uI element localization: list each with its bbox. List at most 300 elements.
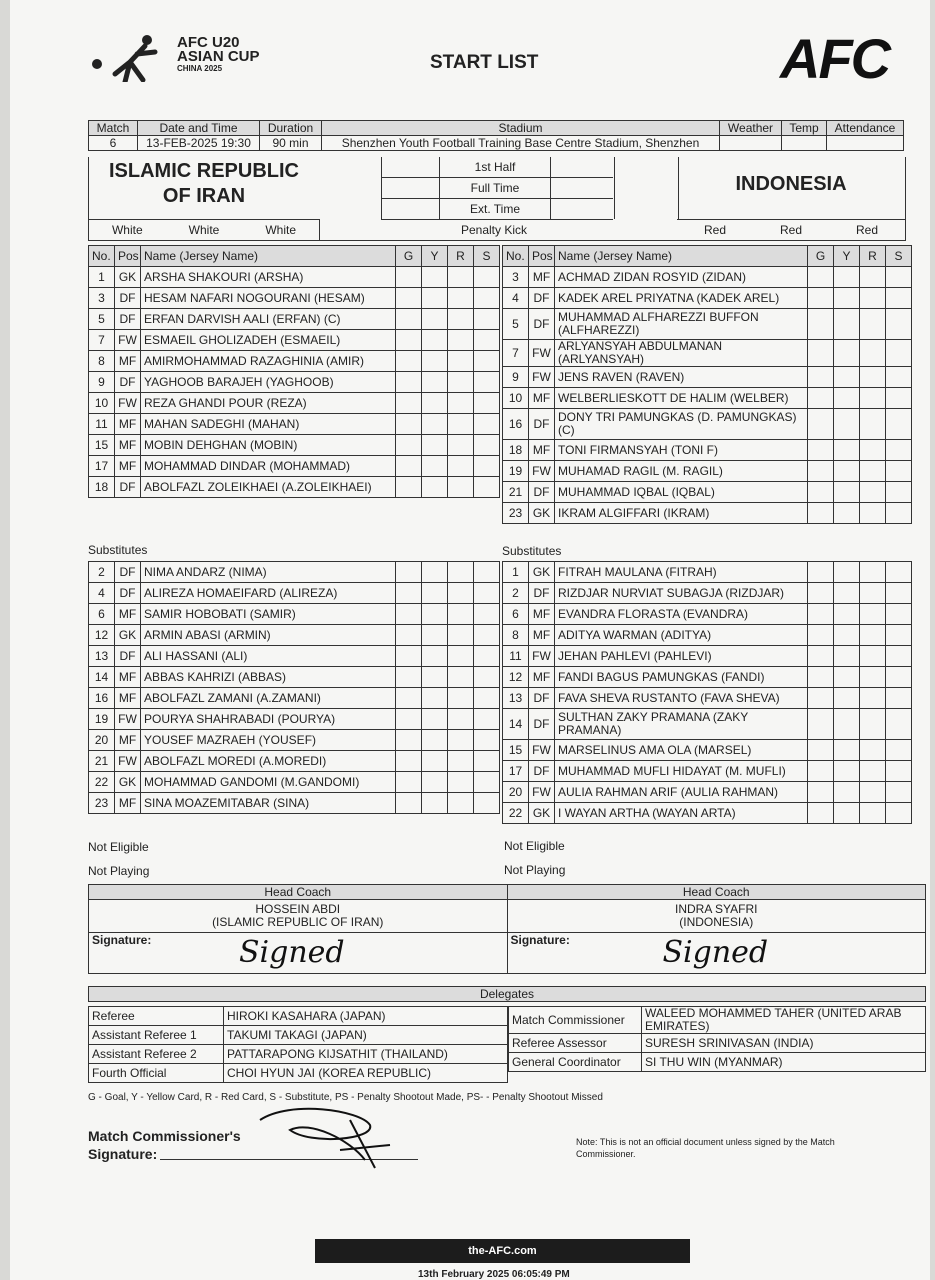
- player-number: 22: [503, 803, 529, 824]
- player-name: ABBAS KAHRIZI (ABBAS): [141, 667, 396, 688]
- stat-cell: [886, 740, 912, 761]
- player-position: MF: [529, 667, 555, 688]
- stat-cell: [474, 267, 500, 288]
- player-row: [89, 730, 500, 751]
- player-position: MF: [529, 267, 555, 288]
- player-position: FW: [115, 709, 141, 730]
- player-position: GK: [529, 503, 555, 524]
- stat-cell: [448, 646, 474, 667]
- stat-cell: [808, 288, 834, 309]
- stat-cell: [448, 667, 474, 688]
- stat-cell: [834, 461, 860, 482]
- player-name: JENS RAVEN (RAVEN): [555, 367, 808, 388]
- player-name: ALI HASSANI (ALI): [141, 646, 396, 667]
- stat-cell: [422, 646, 448, 667]
- player-position: FW: [529, 740, 555, 761]
- match-stadium: Shenzhen Youth Football Training Base Centre Stadium, Shenzhen: [322, 136, 720, 151]
- delegate-name: TAKUMI TAKAGI (JAPAN): [224, 1026, 508, 1045]
- player-position: DF: [115, 309, 141, 330]
- stat-cell: [886, 288, 912, 309]
- stat-cell: [396, 267, 422, 288]
- stat-cell: [808, 340, 834, 367]
- stat-cell: [474, 288, 500, 309]
- player-position: DF: [529, 409, 555, 440]
- player-number: 9: [89, 372, 115, 393]
- stat-cell: [834, 562, 860, 583]
- away-not-eligible: Not Eligible: [504, 839, 565, 853]
- player-name: MUHAMMAD ALFHAREZZI BUFFON (ALFHAREZZI): [555, 309, 808, 340]
- player-number: 13: [89, 646, 115, 667]
- stat-cell: [860, 562, 886, 583]
- stat-cell: [474, 477, 500, 498]
- player-name: ALIREZA HOMAEIFARD (ALIREZA): [141, 583, 396, 604]
- stat-cell: [860, 604, 886, 625]
- delegate-name: CHOI HYUN JAI (KOREA REPUBLIC): [224, 1064, 508, 1083]
- player-number: 6: [503, 604, 529, 625]
- player-position: MF: [115, 456, 141, 477]
- stat-cell: [474, 646, 500, 667]
- stat-cell: [422, 709, 448, 730]
- player-row: [89, 372, 500, 393]
- player-row: [503, 440, 912, 461]
- stat-cell: [860, 583, 886, 604]
- player-name: TONI FIRMANSYAH (TONI F): [555, 440, 808, 461]
- stat-cell: [474, 456, 500, 477]
- player-name: ARLYANSYAH ABDULMANAN (ARLYANSYAH): [555, 340, 808, 367]
- player-position: DF: [529, 288, 555, 309]
- player-name: YOUSEF MAZRAEH (YOUSEF): [141, 730, 396, 751]
- stat-cell: [808, 667, 834, 688]
- player-row: [89, 625, 500, 646]
- player-name: AULIA RAHMAN ARIF (AULIA RAHMAN): [555, 782, 808, 803]
- stat-cell: [886, 646, 912, 667]
- player-position: DF: [529, 688, 555, 709]
- stat-cell: [834, 688, 860, 709]
- stat-cell: [834, 440, 860, 461]
- player-number: 11: [503, 646, 529, 667]
- stat-cell: [474, 309, 500, 330]
- match-attendance: [827, 136, 904, 151]
- column-header-row: [503, 246, 912, 267]
- home-coach-name: HOSSEIN ABDI: [255, 902, 341, 916]
- home-team-name: ISLAMIC REPUBLIC OF IRAN: [109, 160, 299, 207]
- stat-cell: [808, 583, 834, 604]
- stat-cell: [474, 688, 500, 709]
- stat-cell: [860, 503, 886, 524]
- footer-banner: [315, 1239, 690, 1263]
- player-position: FW: [115, 330, 141, 351]
- stat-cell: [886, 782, 912, 803]
- stat-cell: [422, 772, 448, 793]
- stat-cell: [886, 340, 912, 367]
- stat-cell: [808, 604, 834, 625]
- pos-header: Pos: [529, 246, 555, 267]
- home-substitutes-label: Substitutes: [88, 543, 148, 557]
- delegate-row: [509, 1007, 926, 1034]
- player-number: 3: [503, 267, 529, 288]
- player-name: MUHAMMAD MUFLI HIDAYAT (M. MUFLI): [555, 761, 808, 782]
- delegate-name: HIROKI KASAHARA (JAPAN): [224, 1007, 508, 1026]
- delegate-role: Referee: [89, 1007, 224, 1026]
- player-name: REZA GHANDI POUR (REZA): [141, 393, 396, 414]
- stat-cell: [860, 409, 886, 440]
- player-position: MF: [115, 351, 141, 372]
- player-row: [89, 562, 500, 583]
- player-number: 2: [503, 583, 529, 604]
- player-row: [89, 477, 500, 498]
- stat-cell: [860, 309, 886, 340]
- player-row: [503, 604, 912, 625]
- stat-cell: [808, 267, 834, 288]
- delegates-right-table: [508, 1006, 926, 1072]
- stat-cell: [448, 393, 474, 414]
- stat-cell: [474, 625, 500, 646]
- stat-cell: [808, 461, 834, 482]
- stat-cell: [834, 503, 860, 524]
- player-row: [89, 646, 500, 667]
- player-position: DF: [115, 646, 141, 667]
- stat-cell: [834, 267, 860, 288]
- home-kit-colors: White White White: [89, 219, 320, 241]
- player-number: 5: [89, 309, 115, 330]
- player-row: [503, 388, 912, 409]
- stat-cell: [808, 688, 834, 709]
- delegate-name: SURESH SRINIVASAN (INDIA): [642, 1034, 926, 1053]
- stat-cell: [396, 288, 422, 309]
- delegate-row: [89, 1026, 508, 1045]
- player-row: [89, 267, 500, 288]
- stat-cell: [886, 461, 912, 482]
- player-name: HESAM NAFARI NOGOURANI (HESAM): [141, 288, 396, 309]
- disclaimer-note: Note: This is not an official document unless signed by the Match Commissioner.: [576, 1137, 835, 1159]
- player-position: FW: [529, 340, 555, 367]
- teams-block: [88, 157, 906, 241]
- player-name: KADEK AREL PRIYATNA (KADEK AREL): [555, 288, 808, 309]
- legend: G - Goal, Y - Yellow Card, R - Red Card, S - Substitute, PS - Penalty Shootout Made, PS- - Penalty Shootout Missed: [88, 1092, 603, 1103]
- stat-cell: [834, 761, 860, 782]
- score-labels: 1st Half Full Time Ext. Time Penalty Kick: [381, 157, 613, 240]
- player-row: [89, 435, 500, 456]
- delegates-label: Delegates: [89, 987, 926, 1002]
- home-signature-label: Signature:: [92, 933, 152, 947]
- stat-cell: [474, 751, 500, 772]
- player-number: 7: [89, 330, 115, 351]
- stat-cell: [834, 388, 860, 409]
- stat-cell: [860, 709, 886, 740]
- stat-cell: [448, 625, 474, 646]
- player-name: ACHMAD ZIDAN ROSYID (ZIDAN): [555, 267, 808, 288]
- stat-cell: [396, 793, 422, 814]
- stat-cell: [860, 667, 886, 688]
- player-number: 15: [503, 740, 529, 761]
- player-name: SINA MOAZEMITABAR (SINA): [141, 793, 396, 814]
- home-not-playing: Not Playing: [88, 864, 150, 878]
- stat-cell: [834, 340, 860, 367]
- player-number: 4: [503, 288, 529, 309]
- stat-cell: [422, 393, 448, 414]
- stat-cell: [422, 288, 448, 309]
- player-position: DF: [115, 372, 141, 393]
- stat-cell: [422, 604, 448, 625]
- name-header: Name (Jersey Name): [555, 246, 808, 267]
- stat-cell: [834, 782, 860, 803]
- player-position: GK: [529, 562, 555, 583]
- player-position: DF: [115, 562, 141, 583]
- player-position: MF: [115, 730, 141, 751]
- player-position: GK: [115, 772, 141, 793]
- stat-cell: [886, 409, 912, 440]
- stat-cell: [834, 667, 860, 688]
- stat-cell: [422, 267, 448, 288]
- player-number: 20: [89, 730, 115, 751]
- stat-cell: [808, 388, 834, 409]
- stat-cell: [860, 646, 886, 667]
- player-silhouette-icon: [85, 32, 180, 82]
- player-position: DF: [529, 709, 555, 740]
- stat-cell: [860, 803, 886, 824]
- player-number: 22: [89, 772, 115, 793]
- player-row: [89, 688, 500, 709]
- stat-cell: [396, 583, 422, 604]
- player-name: NIMA ANDARZ (NIMA): [141, 562, 396, 583]
- player-position: MF: [529, 604, 555, 625]
- stat-cell: [808, 440, 834, 461]
- player-number: 23: [503, 503, 529, 524]
- player-row: [89, 583, 500, 604]
- player-position: DF: [529, 482, 555, 503]
- stat-cell: [474, 793, 500, 814]
- player-position: FW: [529, 646, 555, 667]
- stat-cell: [886, 267, 912, 288]
- event-logo: [85, 32, 285, 84]
- event-name-line1: AFC U20: [177, 34, 240, 51]
- delegate-name: SI THU WIN (MYANMAR): [642, 1053, 926, 1072]
- stat-cell: [474, 604, 500, 625]
- player-position: FW: [115, 393, 141, 414]
- page-title: START LIST: [430, 52, 539, 73]
- stat-cell: [448, 688, 474, 709]
- match-number: 6: [89, 136, 138, 151]
- player-position: MF: [529, 625, 555, 646]
- footer-timestamp: 13th February 2025 06:05:49 PM: [418, 1269, 570, 1280]
- player-number: 7: [503, 340, 529, 367]
- stat-cell: [860, 340, 886, 367]
- stat-cell: [808, 803, 834, 824]
- stat-cell: [886, 440, 912, 461]
- stat-cell: [474, 330, 500, 351]
- stadium-header: Stadium: [322, 121, 720, 136]
- stat-cell: [396, 393, 422, 414]
- player-position: GK: [115, 267, 141, 288]
- player-name: SULTHAN ZAKY PRAMANA (ZAKY PRAMANA): [555, 709, 808, 740]
- stat-cell: [396, 625, 422, 646]
- player-row: [503, 625, 912, 646]
- player-row: [503, 782, 912, 803]
- stat-cell: [808, 367, 834, 388]
- stat-cell: [860, 388, 886, 409]
- stat-cell: [886, 583, 912, 604]
- player-number: 1: [503, 562, 529, 583]
- stat-cell: [808, 503, 834, 524]
- delegate-role: Match Commissioner: [509, 1007, 642, 1034]
- column-header-row: [89, 246, 500, 267]
- stat-cell: [808, 709, 834, 740]
- match-info-table: [88, 120, 904, 151]
- player-name: FITRAH MAULANA (FITRAH): [555, 562, 808, 583]
- player-number: 10: [89, 393, 115, 414]
- delegate-name: WALEED MOHAMMED TAHER (UNITED ARAB EMIRATES): [642, 1007, 926, 1034]
- stat-cell: [396, 477, 422, 498]
- datetime-header: Date and Time: [138, 121, 260, 136]
- stat-cell: [886, 709, 912, 740]
- player-name: ADITYA WARMAN (ADITYA): [555, 625, 808, 646]
- stat-cell: [886, 761, 912, 782]
- stat-cell: [422, 351, 448, 372]
- player-row: [89, 793, 500, 814]
- player-position: MF: [529, 440, 555, 461]
- stat-cell: [860, 740, 886, 761]
- delegates-header: [88, 986, 926, 1002]
- player-name: YAGHOOB BARAJEH (YAGHOOB): [141, 372, 396, 393]
- player-name: MAHAN SADEGHI (MAHAN): [141, 414, 396, 435]
- away-coach-team: (INDONESIA): [679, 915, 754, 929]
- delegates-left-table: [88, 1006, 508, 1083]
- player-row: [89, 309, 500, 330]
- stat-cell: [886, 482, 912, 503]
- player-number: 8: [503, 625, 529, 646]
- player-row: [89, 456, 500, 477]
- stat-cell: [396, 667, 422, 688]
- stat-cell: [834, 482, 860, 503]
- stat-cell: [448, 793, 474, 814]
- away-not-playing: Not Playing: [504, 863, 566, 877]
- stat-cell: [422, 309, 448, 330]
- player-row: [503, 562, 912, 583]
- event-name-line2: ASIAN CUP: [177, 48, 260, 65]
- stat-cell: [886, 688, 912, 709]
- player-row: [503, 288, 912, 309]
- stat-cell: [808, 782, 834, 803]
- stat-cell: [422, 625, 448, 646]
- player-row: [503, 482, 912, 503]
- player-name: FAVA SHEVA RUSTANTO (FAVA SHEVA): [555, 688, 808, 709]
- away-signature-label: Signature:: [510, 933, 570, 947]
- player-position: FW: [115, 751, 141, 772]
- player-row: [89, 330, 500, 351]
- stat-cell: [886, 803, 912, 824]
- stat-cell: [834, 709, 860, 740]
- player-name: ABOLFAZL ZAMANI (A.ZAMANI): [141, 688, 396, 709]
- afc-logo: AFC: [780, 27, 890, 90]
- stat-cell: [860, 782, 886, 803]
- stat-cell: [860, 461, 886, 482]
- player-position: MF: [115, 688, 141, 709]
- stat-cell: [448, 562, 474, 583]
- player-number: 19: [503, 461, 529, 482]
- player-name: ARSHA SHAKOURI (ARSHA): [141, 267, 396, 288]
- home-starters-table: [88, 245, 500, 498]
- stat-cell: [834, 625, 860, 646]
- player-row: [503, 340, 912, 367]
- stat-cell: [422, 414, 448, 435]
- stat-cell: [886, 309, 912, 340]
- delegate-role: Assistant Referee 1: [89, 1026, 224, 1045]
- away-substitutes-label: Substitutes: [502, 544, 562, 558]
- player-number: 14: [503, 709, 529, 740]
- stat-cell: [396, 646, 422, 667]
- player-row: [89, 414, 500, 435]
- player-number: 14: [89, 667, 115, 688]
- player-number: 11: [89, 414, 115, 435]
- player-row: [503, 583, 912, 604]
- stat-cell: [474, 583, 500, 604]
- stat-cell: [886, 667, 912, 688]
- sub-header: S: [886, 246, 912, 267]
- match-weather: [720, 136, 782, 151]
- stat-cell: [448, 330, 474, 351]
- stat-cell: [396, 372, 422, 393]
- player-row: [503, 646, 912, 667]
- player-number: 16: [503, 409, 529, 440]
- stat-cell: [860, 440, 886, 461]
- stat-cell: [422, 330, 448, 351]
- player-number: 8: [89, 351, 115, 372]
- stat-cell: [422, 435, 448, 456]
- stat-cell: [396, 604, 422, 625]
- player-position: DF: [529, 761, 555, 782]
- player-number: 15: [89, 435, 115, 456]
- player-name: MUHAMAD RAGIL (M. RAGIL): [555, 461, 808, 482]
- stat-cell: [448, 372, 474, 393]
- stat-cell: [834, 740, 860, 761]
- away-coach-name: INDRA SYAFRI: [675, 902, 758, 916]
- player-name: I WAYAN ARTHA (WAYAN ARTA): [555, 803, 808, 824]
- stat-cell: [834, 583, 860, 604]
- delegate-role: Assistant Referee 2: [89, 1045, 224, 1064]
- player-number: 23: [89, 793, 115, 814]
- stat-cell: [474, 393, 500, 414]
- player-name: WELBERLIESKOTT DE HALIM (WELBER): [555, 388, 808, 409]
- commissioner-sig-label2: Signature:: [88, 1146, 158, 1162]
- player-number: 9: [503, 367, 529, 388]
- stat-cell: [808, 309, 834, 340]
- stat-cell: [860, 267, 886, 288]
- stat-cell: [396, 688, 422, 709]
- stat-cell: [422, 477, 448, 498]
- home-coach-team: (ISLAMIC REPUBLIC OF IRAN): [212, 915, 384, 929]
- delegate-role: Fourth Official: [89, 1064, 224, 1083]
- player-row: [503, 740, 912, 761]
- player-row: [503, 409, 912, 440]
- player-name: IKRAM ALGIFFARI (IKRAM): [555, 503, 808, 524]
- delegate-row: [89, 1007, 508, 1026]
- stat-cell: [860, 367, 886, 388]
- stat-cell: [834, 288, 860, 309]
- away-kit-colors: Red Red Red: [677, 219, 905, 241]
- stat-cell: [448, 309, 474, 330]
- player-position: MF: [115, 435, 141, 456]
- player-row: [89, 709, 500, 730]
- stat-cell: [448, 751, 474, 772]
- stat-cell: [474, 730, 500, 751]
- player-row: [503, 461, 912, 482]
- player-name: ARMIN ABASI (ARMIN): [141, 625, 396, 646]
- player-position: FW: [529, 461, 555, 482]
- stat-cell: [834, 309, 860, 340]
- stat-cell: [422, 688, 448, 709]
- match-header: Match: [89, 121, 138, 136]
- player-name: ABOLFAZL ZOLEIKHAEI (A.ZOLEIKHAEI): [141, 477, 396, 498]
